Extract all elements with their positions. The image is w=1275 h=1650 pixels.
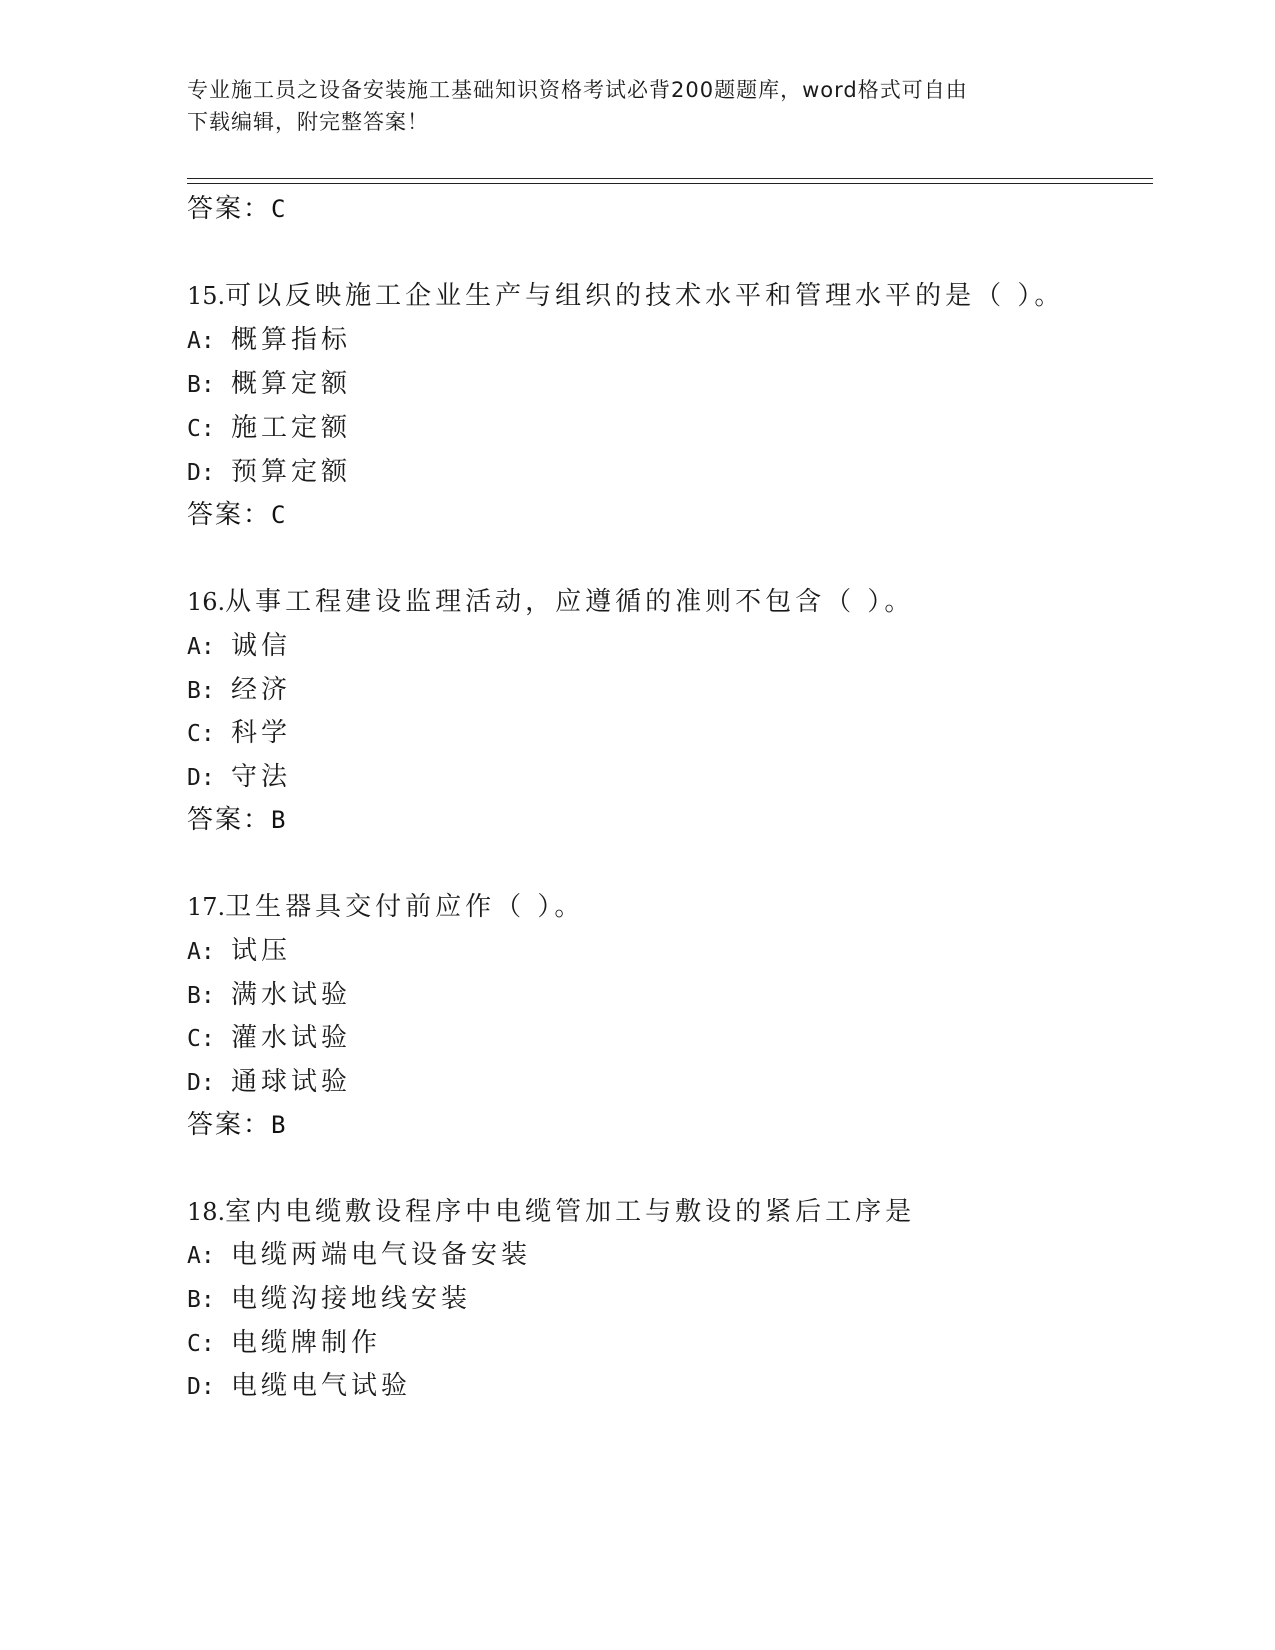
answer-value: B bbox=[271, 806, 286, 834]
q15-option-a bbox=[187, 322, 351, 359]
q17-option-a bbox=[187, 933, 291, 970]
q18-option-c bbox=[187, 1325, 381, 1362]
q17-option-d bbox=[187, 1064, 351, 1101]
answer-label: 答案： bbox=[187, 805, 272, 835]
option-text: 电缆沟接地线安装 bbox=[231, 1284, 472, 1314]
question-16 bbox=[187, 584, 914, 620]
question-number: 15. bbox=[187, 282, 226, 310]
q18-option-d bbox=[187, 1368, 411, 1405]
q15-option-d bbox=[187, 454, 351, 491]
question-15 bbox=[187, 278, 1064, 314]
option-text: 电缆牌制作 bbox=[231, 1328, 382, 1358]
option-text: 试压 bbox=[231, 936, 292, 966]
option-letter: C: bbox=[187, 721, 215, 747]
answer-value: C bbox=[271, 501, 286, 529]
question-text: 卫生器具交付前应作（ ）。 bbox=[225, 892, 585, 922]
option-text: 灌水试验 bbox=[231, 1023, 352, 1053]
header-line-1: 专业施工员之设备安装施工基础知识资格考试必背200题题库，word格式可自由 bbox=[187, 78, 968, 102]
option-text: 满水试验 bbox=[231, 980, 352, 1010]
question-number: 16. bbox=[187, 588, 226, 616]
answer-label: 答案： bbox=[187, 500, 272, 530]
q16-option-d bbox=[187, 759, 291, 796]
header-line-2: 下载编辑，附完整答案！ bbox=[187, 110, 429, 134]
option-letter: C: bbox=[187, 416, 215, 442]
option-letter: B: bbox=[187, 678, 215, 704]
answer-value: B bbox=[271, 1111, 286, 1139]
answer-value: C bbox=[271, 195, 286, 223]
option-text: 通球试验 bbox=[231, 1067, 352, 1097]
answer-label: 答案： bbox=[187, 194, 272, 224]
q16-option-c bbox=[187, 715, 291, 752]
header-divider-bottom bbox=[187, 183, 1153, 184]
q16-option-a bbox=[187, 628, 291, 665]
question-17 bbox=[187, 889, 584, 925]
option-text: 预算定额 bbox=[231, 457, 352, 487]
option-letter: D: bbox=[187, 765, 215, 791]
option-text: 施工定额 bbox=[231, 413, 352, 443]
option-letter: B: bbox=[187, 372, 215, 398]
option-letter: B: bbox=[187, 983, 215, 1009]
option-text: 守法 bbox=[231, 762, 292, 792]
option-letter: C: bbox=[187, 1331, 215, 1357]
option-letter: D: bbox=[187, 1070, 215, 1096]
q18-option-a bbox=[187, 1237, 531, 1274]
option-text: 电缆电气试验 bbox=[231, 1371, 412, 1401]
question-text: 从事工程建设监理活动，应遵循的准则不包含（ ）。 bbox=[225, 587, 915, 617]
answer-q15 bbox=[187, 497, 285, 533]
option-letter: A: bbox=[187, 634, 215, 660]
q15-option-c bbox=[187, 410, 351, 447]
q17-option-c bbox=[187, 1020, 351, 1057]
question-text: 室内电缆敷设程序中电缆管加工与敷设的紧后工序是 bbox=[225, 1197, 916, 1227]
option-text: 电缆两端电气设备安装 bbox=[231, 1240, 532, 1270]
option-text: 诚信 bbox=[231, 631, 292, 661]
option-letter: B: bbox=[187, 1287, 215, 1313]
option-letter: D: bbox=[187, 1374, 215, 1400]
option-letter: A: bbox=[187, 1243, 215, 1269]
document-header bbox=[187, 74, 1067, 138]
question-number: 18. bbox=[187, 1198, 226, 1226]
answer-q17 bbox=[187, 1107, 285, 1143]
option-letter: C: bbox=[187, 1026, 215, 1052]
q18-option-b bbox=[187, 1281, 471, 1318]
option-letter: A: bbox=[187, 328, 215, 354]
question-text: 可以反映施工企业生产与组织的技术水平和管理水平的是（ ）。 bbox=[225, 281, 1065, 311]
header-divider-top bbox=[187, 178, 1153, 179]
option-text: 概算指标 bbox=[231, 325, 352, 355]
answer-label: 答案： bbox=[187, 1110, 272, 1140]
option-letter: D: bbox=[187, 460, 215, 486]
option-text: 概算定额 bbox=[231, 369, 352, 399]
question-18 bbox=[187, 1194, 915, 1230]
option-letter: A: bbox=[187, 939, 215, 965]
q15-option-b bbox=[187, 366, 351, 403]
q16-option-b bbox=[187, 672, 291, 709]
answer-prev bbox=[187, 191, 285, 227]
answer-q16 bbox=[187, 802, 285, 838]
option-text: 经济 bbox=[231, 675, 292, 705]
question-number: 17. bbox=[187, 893, 226, 921]
q17-option-b bbox=[187, 977, 351, 1014]
option-text: 科学 bbox=[231, 718, 292, 748]
